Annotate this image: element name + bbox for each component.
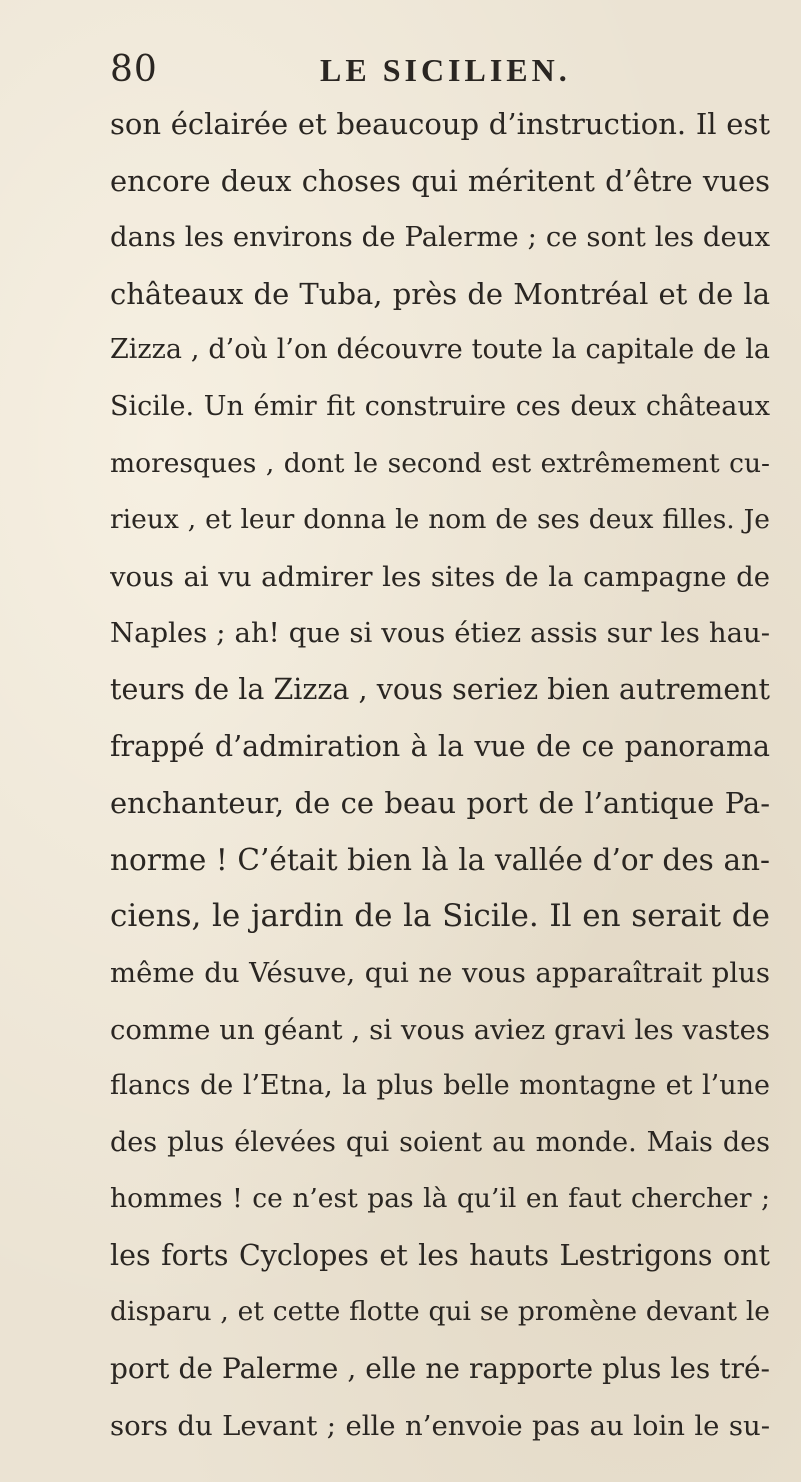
text-line: même du Vésuve, qui ne vous apparaîtrait plus xyxy=(110,956,770,989)
page-number: 80 xyxy=(110,49,158,90)
text-line: enchanteur, de ce beau port de l’antique Pa- xyxy=(110,786,770,821)
running-title: LE SICILIEN. xyxy=(320,52,571,88)
text-line: Naples ; ah! que si vous étiez assis sur les hau- xyxy=(110,617,770,650)
text-line: moresques , dont le second est extrêmement cu- xyxy=(110,447,770,479)
text-line: port de Palerme , elle ne rapporte plus les tré- xyxy=(110,1352,770,1386)
text-line: encore deux choses qui méritent d’être vues xyxy=(110,163,770,198)
text-line: son éclairée et beaucoup d’instruction. Il est xyxy=(110,107,770,141)
text-line: vous ai vu admirer les sites de la campagne de xyxy=(110,560,770,593)
text-line: hommes ! ce n’est pas là qu’il en faut chercher ; xyxy=(110,1183,770,1215)
text-line: teurs de la Zizza , vous seriez bien autrement xyxy=(110,672,770,706)
text-line: norme ! C’était bien là la vallée d’or des an- xyxy=(110,842,770,877)
text-line: dans les environs de Palerme ; ce sont les deux xyxy=(110,221,770,254)
text-line: comme un géant , si vous aviez gravi les vastes xyxy=(110,1013,770,1046)
text-line: disparu , et cette flotte qui se promène devant le xyxy=(110,1296,770,1328)
text-line: flancs de l’Etna, la plus belle montagne et l’une xyxy=(110,1070,770,1102)
text-line: rieux , et leur donna le nom de ses deux filles. Je xyxy=(110,504,770,536)
page-header xyxy=(110,40,770,100)
text-line: frappé d’admiration à la vue de ce panorama xyxy=(110,729,770,763)
text-line: Sicile. Un émir fit construire ces deux châteaux xyxy=(110,390,770,422)
text-line: Zizza , d’où l’on découvre toute la capitale de la xyxy=(110,334,770,366)
body-text xyxy=(110,96,770,1454)
text-line: des plus élevées qui soient au monde. Mais des xyxy=(110,1126,770,1158)
text-line: ciens, le jardin de la Sicile. Il en serait de xyxy=(110,898,770,935)
text-line: châteaux de Tuba, près de Montréal et de la xyxy=(110,276,770,311)
text-line: sors du Levant ; elle n’envoie pas au loin le su- xyxy=(110,1409,770,1442)
text-line: les forts Cyclopes et les hauts Lestrigons ont xyxy=(110,1238,770,1272)
